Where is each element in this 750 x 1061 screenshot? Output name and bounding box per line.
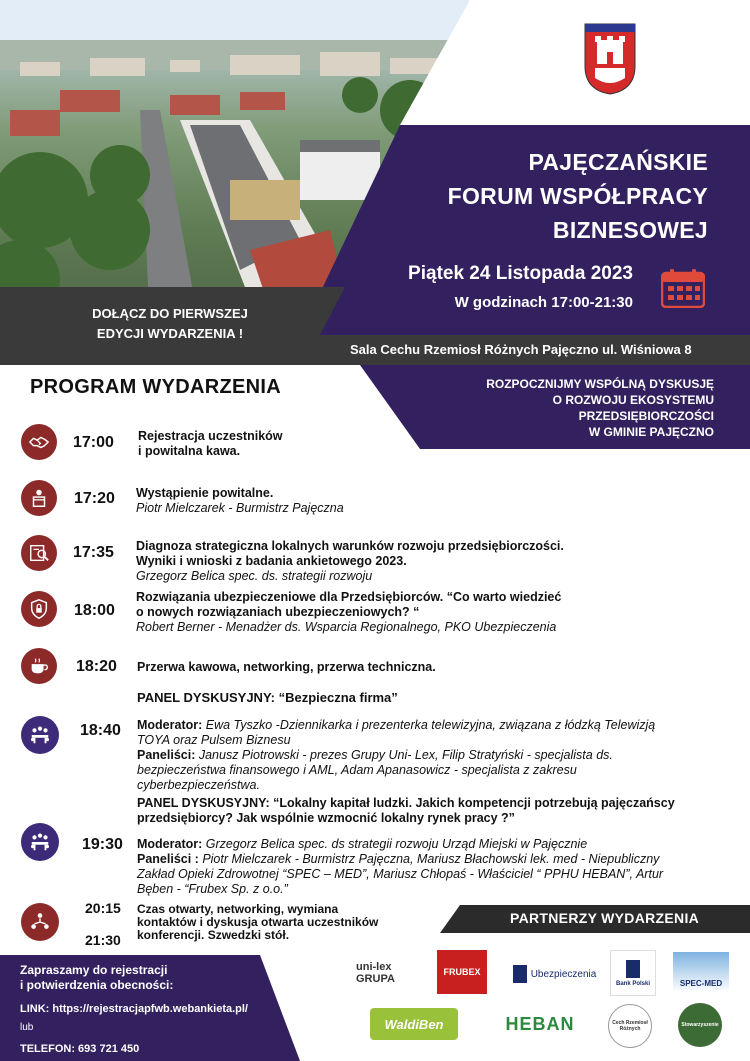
logo-text: FRUBEX [443,967,481,977]
item-text: Przerwa kawowa, networking, przerwa techniczna. [137,660,436,674]
waldiben-logo [370,1008,458,1040]
intro-line-1: ROZPOCZNIJMY WSPÓLNĄ DYSKUSJĘ [486,377,714,391]
agenda-item-welcome [136,486,344,516]
specmed-logo [673,952,729,992]
moderator-text: Ewa Tyszko -Dziennikarka i prezenterka telewizyjna, związana z łódzką Telewizją [202,718,656,732]
logo-text: WaldiBen [384,1016,444,1032]
speaker-podium-icon [21,480,57,516]
unilex-logo [356,958,422,988]
handshake-icon [21,424,57,460]
moderator-text-2: TOYA oraz Pulsem Biznesu [137,733,291,747]
intro-line-2: O ROZWOJU EKOSYSTEMU [552,393,714,407]
registration-phone: TELEFON: 693 721 450 [20,1043,140,1055]
panel-heading-text: PANEL DYSKUSYJNY: “Bezpieczna firma” [137,690,398,705]
item-text: Rejestracja uczestników [138,429,283,443]
panelists-text: Janusz Piotrowski - prezes Grupy Uni- Lex, Filip Stratyński - specjalista ds. [195,748,613,762]
panelists-label: Paneliści: [137,748,196,762]
closing-details [137,903,378,942]
meeting-icon [21,823,59,861]
calendar-icon [661,268,705,308]
title-line-3: BIZNESOWEJ [552,217,708,243]
registration-line-2: i potwierdzenia obecności: [20,978,174,992]
panel-heading-text: PANEL DYSKUSYJNY: “Lokalny kapitał ludzki. Jakich kompetencji potrzebują pajęczańscy [137,796,675,810]
registration-link[interactable]: LINK: https://rejestracjapfwb.webankieta.pl/ [20,1003,248,1015]
title-line-2: FORUM WSPÓŁPRACY [447,183,708,209]
registration-or: lub [20,1022,34,1033]
item-text: o nowych rozwiązaniach ubezpieczeniowych? “ [136,605,420,619]
moderator-label: Moderator: [137,837,203,851]
cech-logo [608,1004,652,1048]
registration-line-1: Zapraszamy do rejestracji [20,963,168,977]
panelists-text-3: Bęben - “Frubex Sp. z o.o.” [137,882,288,896]
panelists-text-2: Zakład Opieki Zdrowotnej “SPEC – MED”, Mariusz Chłopaś - Właściciel “ PPHU HEBAN”, Artur [137,867,664,881]
panelists-text: Piotr Mielczarek - Burmistrz Pajęczna, Mariusz Błachowski lek. med - Niepubliczny [198,852,660,866]
logo-text: Cech Rzemiosł Różnych [612,1020,648,1032]
event-title [308,145,708,247]
logo-text: Ubezpieczenia [530,968,597,980]
logo-text: Stowarzyszenie [681,1022,719,1028]
time-19-30: 19:30 [82,836,123,853]
logo-text: uni-lex GRUPA [356,961,395,985]
association-logo [678,1003,722,1047]
program-intro [394,376,714,440]
join-line-2: EDYCJI WYDARZENIA ! [96,326,244,341]
frubex-logo [437,950,487,994]
panelists-text-2: bezpieczeństwa finansowego i AML, Adam Apanasowicz - specjalista z zakresu [137,763,577,777]
panel-2-heading [137,796,737,826]
item-text: Diagnoza strategiczna lokalnych warunków rozwoju przedsiębiorczości. [136,539,564,553]
time-17-20: 17:20 [74,490,115,507]
pko-ubezpieczenia-logo [512,960,597,988]
panel-1-details [137,718,737,793]
panel-heading-text-2: przedsiębiorcy? Jak wspólnie wzmocnić lokalny rynek pracy ?” [137,811,515,825]
panel-1-heading [137,690,398,705]
item-text: Wyniki i wnioski z badania ankietowego 2023. [136,554,407,568]
panelists-label: Paneliści : [137,852,199,866]
agenda-item-diagnosis [136,539,564,584]
logo-text: HEBAN [505,1013,575,1034]
partners-title: PARTNERZY WYDARZENIA [510,910,700,926]
time-18-40: 18:40 [80,722,121,739]
intro-line-3: PRZEDSIĘBIORCZOŚCI [578,409,714,423]
logo-text: SPEC-MED [679,978,723,988]
pko-bank-logo [610,950,656,996]
time-17-00: 17:00 [73,434,114,451]
time-20-15: 20:15 [85,900,121,916]
item-text: Rozwiązania ubezpieczeniowe dla Przedsiębiorców. “Co warto wiedzieć [136,590,562,604]
closing-text: Czas otwarty, networking, wymiana [137,902,339,916]
item-text: Wystąpienie powitalne. [136,486,274,500]
registration-title [20,963,260,993]
agenda-item-registration [138,429,283,459]
program-title: PROGRAM WYDARZENIA [30,376,281,398]
network-people-icon [21,903,59,941]
panelists-text-3: cyberbezpieczeństwa. [137,778,260,792]
time-21-30: 21:30 [85,932,121,948]
intro-line-4: W GMINIE PAJĘCZNO [588,425,714,439]
item-speaker: Robert Berner - Menadżer ds. Wsparcia Regionalnego, PKO Ubezpieczenia [136,620,557,634]
time-18-20: 18:20 [76,658,117,675]
agenda-item-break [137,660,436,675]
item-text: i powitalna kawa. [138,444,241,458]
event-date: Piątek 24 Listopada 2023 [408,263,633,284]
title-line-1: PAJĘCZAŃSKIE [528,149,708,175]
panel-2-details [137,837,737,897]
venue-text: Sala Cechu Rzemiosł Różnych Pajęczno ul. Wiśniowa 8 [350,342,692,357]
moderator-label: Moderator: [137,718,203,732]
analysis-icon [21,535,57,571]
coffee-icon [21,648,57,684]
shield-lock-icon [21,591,57,627]
join-line-1: DOŁĄCZ DO PIERWSZEJ [92,306,248,321]
logo-text: Bank Polski [615,980,650,987]
moderator-text: Grzegorz Belica spec. ds strategii rozwoju Urząd Miejski w Pajęcznie [202,837,588,851]
time-17-35: 17:35 [73,544,114,561]
item-speaker: Grzegorz Belica spec. ds. strategii rozwoju [136,569,373,583]
time-18-00: 18:00 [74,602,115,619]
item-speaker: Piotr Mielczarek - Burmistrz Pajęczna [136,501,344,515]
closing-text-3: konferencji. Szwedzki stół. [137,928,290,942]
meeting-icon [21,716,59,754]
closing-text-2: kontaktów i dyskusja otwarta uczestników [137,915,379,929]
join-text [40,304,300,344]
coat-of-arms [583,22,637,96]
event-hours: W godzinach 17:00-21:30 [454,294,633,311]
agenda-item-insurance [136,590,561,635]
heban-logo [490,1008,590,1040]
